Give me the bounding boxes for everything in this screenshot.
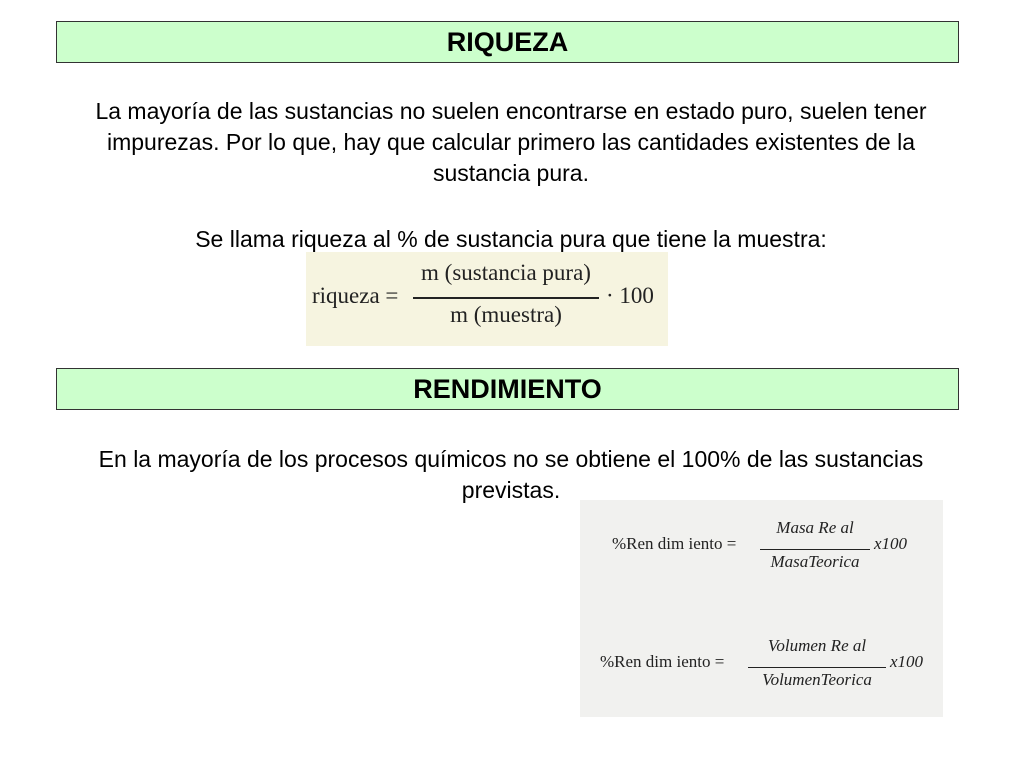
- rendimiento-title: RENDIMIENTO: [413, 373, 602, 404]
- volume-formula-multiplier: x100: [890, 652, 924, 671]
- riqueza-header: [56, 21, 959, 63]
- riqueza-definition: Se llama riqueza al % de sustancia pura que tiene la muestra:: [195, 226, 827, 252]
- volume-formula-numerator: Volumen Re al: [767, 636, 867, 655]
- mass-fraction-bar: [760, 549, 870, 550]
- riqueza-formula-multiplier: · 100: [606, 283, 654, 308]
- rendimiento-formulas: [580, 500, 943, 717]
- volume-fraction-bar: [748, 667, 886, 668]
- riqueza-intro: La mayoría de las sustancias no suelen encontrarse en estado puro, suelen tener impurezas. Por lo que, hay que calcular primero las cantidades existentes de la sustancia pura.: [95, 98, 927, 186]
- rendimiento-header: [56, 368, 959, 410]
- mass-formula-multiplier: x100: [874, 534, 908, 553]
- mass-formula-denominator: MasaTeorica: [770, 552, 860, 571]
- riqueza-fraction-bar: [413, 297, 599, 299]
- rendimiento-mass-formula: [580, 512, 943, 582]
- volume-formula-denominator: VolumenTeorica: [762, 670, 872, 689]
- mass-formula-lhs: %Ren dim iento =: [612, 534, 737, 553]
- rendimiento-text: En la mayoría de los procesos químicos no se obtiene el 100% de las sustancias previstas.: [98, 446, 924, 503]
- riqueza-formula-denominator: m (muestra): [450, 302, 562, 327]
- mass-formula-numerator: Masa Re al: [776, 518, 854, 537]
- riqueza-formula: [306, 252, 668, 346]
- riqueza-formula-numerator: m (sustancia pura): [421, 260, 591, 285]
- rendimiento-volume-formula: [580, 630, 943, 700]
- riqueza-formula-lhs: riqueza =: [312, 283, 399, 308]
- riqueza-title: RIQUEZA: [446, 26, 569, 57]
- volume-formula-lhs: %Ren dim iento =: [600, 652, 725, 671]
